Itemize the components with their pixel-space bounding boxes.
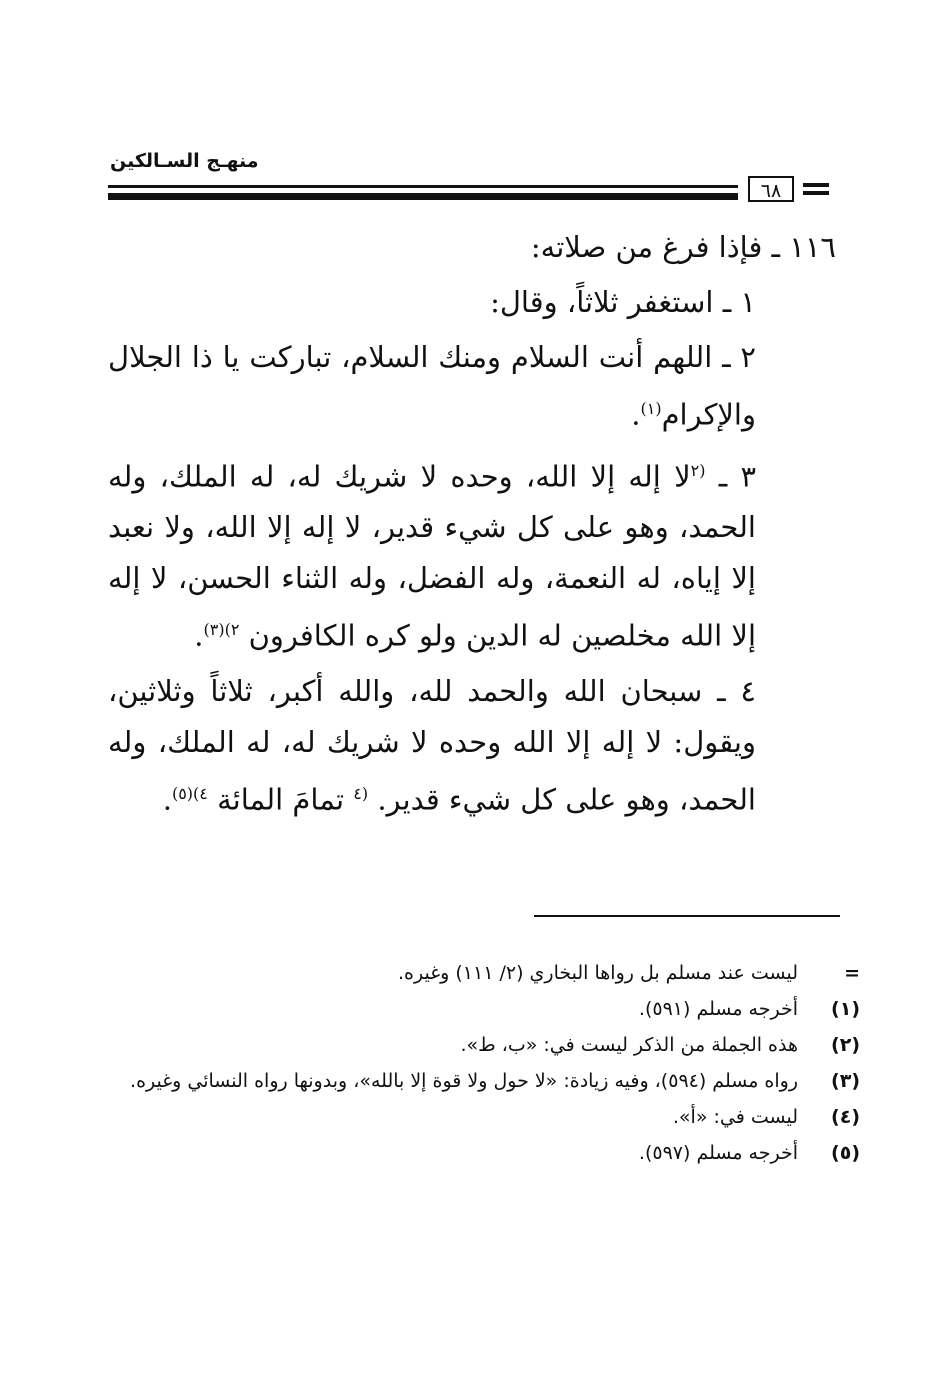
item-3-text: لا إله إلا الله، وحده لا شريك له، له الملك، وله الحمد، وهو على كل شيء قدير، لا إله إلا الله، ولا نعبد إلا إياه، له النعمة، وله الفضل، وله الثناء الحسن، لا إله إلا الله مخلصين له الدين ولو كره الكافرون bbox=[108, 459, 756, 653]
footnote-ref-4-close: ٤)(٥) bbox=[171, 783, 208, 803]
footnote-ref-2-open: (٢ bbox=[690, 460, 706, 480]
header-ornament bbox=[803, 183, 829, 199]
footnote-number: (٤) bbox=[831, 1106, 860, 1128]
footnote-number: (٢) bbox=[831, 1034, 860, 1056]
footnote-continuation-text: ليست عند مسلم بل رواها البخاري (٢/ ١١١) وغيره. bbox=[398, 962, 798, 984]
item-1: ١ ـ استغفر ثلاثاً، وقال: bbox=[490, 285, 756, 319]
item-4-text: ٤ ـ سبحان الله والحمد لله، والله أكبر، ثلاثاً وثلاثين، ويقول: لا إله إلا الله وحده لا شريك له، له الملك، وله الحمد، وهو على كل شيء قدير. bbox=[108, 673, 757, 817]
footnote-ref-1: (١) bbox=[640, 399, 662, 418]
paragraph-text: فإذا فرغ من صلاته: bbox=[530, 230, 763, 264]
footnote-text: ليست في: «أ». bbox=[672, 1106, 798, 1128]
page-number: ٦٨ bbox=[748, 176, 794, 202]
item-3 bbox=[108, 445, 836, 662]
footnote-number: (٣) bbox=[831, 1070, 860, 1092]
footnote-text: هذه الجملة من الذكر ليست في: «ب، ط». bbox=[460, 1034, 798, 1056]
paragraph-116 bbox=[108, 222, 836, 273]
paragraph-number: ١١٦ ـ bbox=[771, 230, 836, 264]
item-4-end: . bbox=[162, 782, 172, 817]
footnote-item bbox=[108, 1099, 860, 1135]
footnote-ref-2-close: ٢)(٣) bbox=[203, 620, 240, 640]
footnote-separator bbox=[534, 915, 840, 917]
footnotes bbox=[108, 955, 860, 1171]
footnote-number: (٥) bbox=[831, 1142, 860, 1164]
footnote-number: (١) bbox=[831, 998, 860, 1020]
footnote-item bbox=[108, 1027, 860, 1063]
footnote-text: رواه مسلم (٥٩٤)، وفيه زيادة: «لا حول ولا قوة إلا بالله»، وبدونها رواه النسائي وغيره. bbox=[130, 1070, 798, 1092]
footnote-item bbox=[108, 1135, 860, 1171]
header-rule-thin bbox=[108, 185, 738, 188]
item-2-text: ٢ ـ اللهم أنت السلام ومنك السلام، تباركت يا ذا الجلال والإكرام bbox=[108, 340, 756, 432]
footnote-ref-4-open: (٤ bbox=[353, 783, 369, 803]
item-4 bbox=[108, 666, 836, 826]
footnote-text: أخرجه مسلم (٥٩٧). bbox=[638, 1142, 798, 1164]
main-text bbox=[108, 222, 836, 830]
footnote-item bbox=[108, 991, 860, 1027]
item-3-prefix: ٣ ـ bbox=[718, 459, 757, 494]
footnote-continuation bbox=[108, 955, 860, 991]
item-2 bbox=[108, 332, 836, 441]
item-2-end: . bbox=[631, 397, 641, 432]
item-4-text-end: تمامَ المائة bbox=[217, 782, 345, 817]
footnote-item bbox=[108, 1063, 860, 1099]
footnote-text: أخرجه مسلم (٥٩١). bbox=[638, 998, 798, 1020]
item-3-end: . bbox=[194, 618, 204, 653]
header-rule-thick bbox=[108, 193, 738, 200]
running-title: منهـج السـالكين bbox=[110, 150, 259, 172]
footnote-continuation-mark: = bbox=[844, 962, 860, 984]
